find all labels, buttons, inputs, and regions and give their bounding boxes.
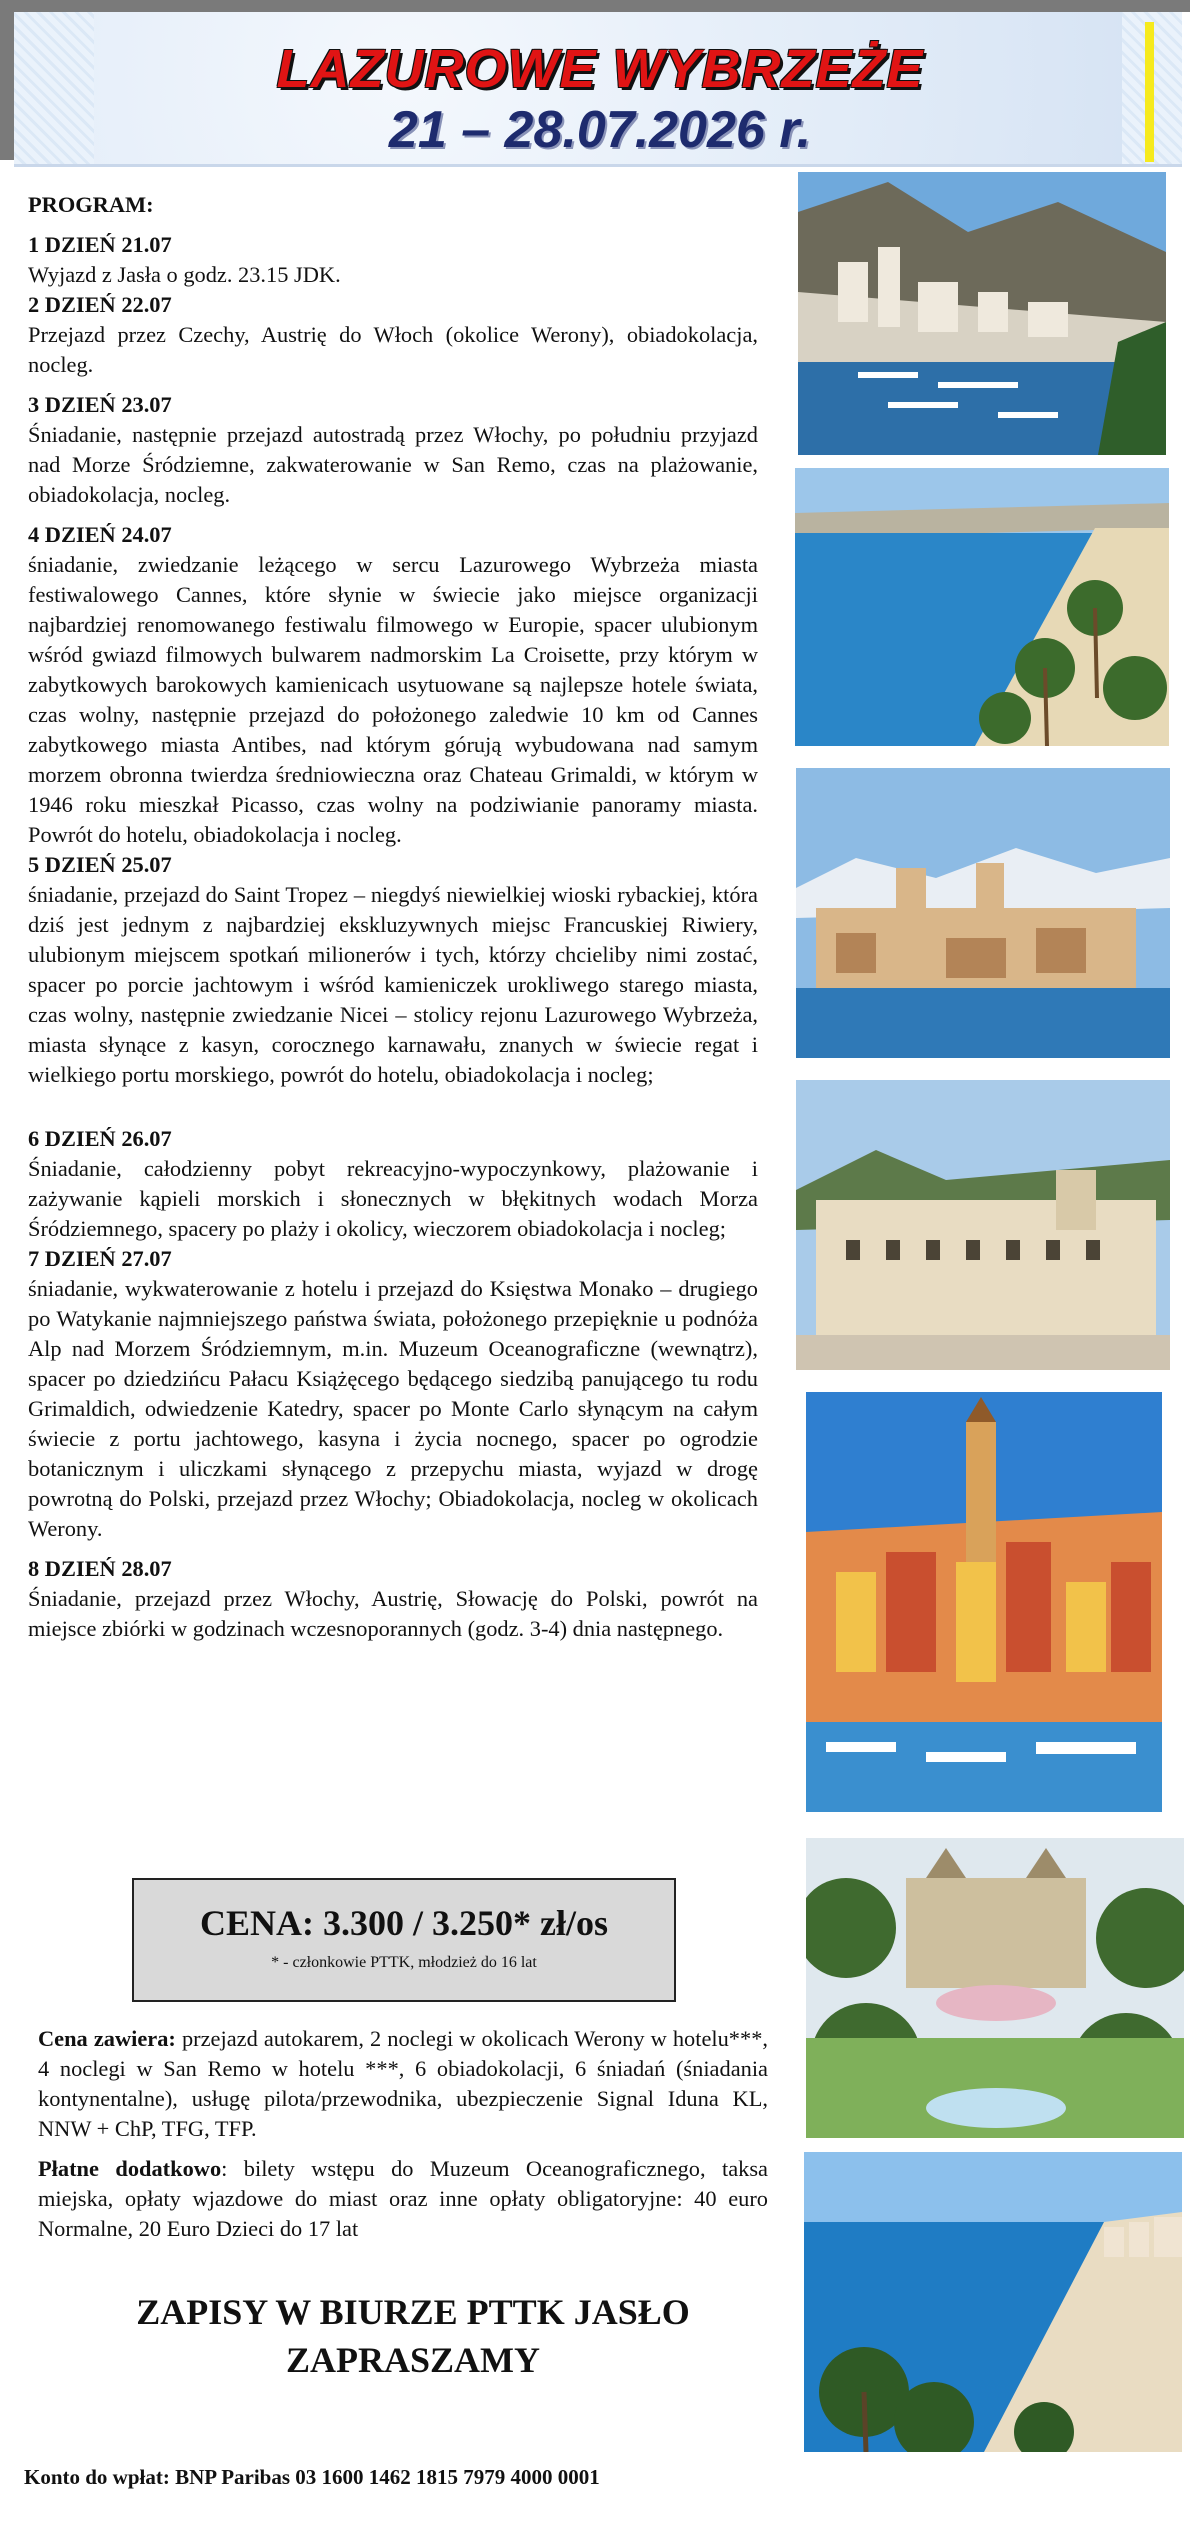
program-heading: PROGRAM: [28,192,154,217]
photo-cannes-beach [795,468,1169,746]
day-label: 3 DZIEŃ 23.07 [28,392,172,417]
day-text: śniadanie, przejazd do Saint Tropez – niegdyś niewielkiej wioski rybackiej, która dziś jest jednym z najbardziej ekskluzywnych miejsc Francuskiej Riwiery, ulubionym miejscem spotkań milionerów i tych, którzy chcieliby nimi zostać, spacer po porcie jachtowym i wśród kamieniczek urokliwego starego miasta, czas wolny, następnie zwiedzanie Nicei – stolicy rejonu Lazurowego Wybrzeża, miasta słynące z kasyn, corocznego karnawału, znanych w świecie regat i wielkiego portu morskiego, powrót do hotelu, obiadokolacja i nocleg; [28,882,758,1087]
day-text: śniadanie, wykwaterowanie z hotelu i przejazd do Księstwa Monako – drugiego po Watykanie najmniejszego państwa świata, położonego przepięknie u podnóża Alp nad Morzem Śródziemnym, m.in. Muzeum Oceanograficzne (wewnątrz), spacer po dziedzińcu Pałacu Książęcego będącego siedzibą panującego tu rodu Grimaldich, odwiedzenie Katedry, spacer po Monte Carlo słynącym na całym świecie z portu jachtowego, kasyna i życia nocnego, spacer po ogrodzie botanicznym i uliczkami słynącego z przepychu miasta, wyjazd w drogę powrotną do Polski, przejazd przez Włochy; Obiadokolacja, nocleg w okolicach Werony. [28,1276,758,1541]
includes-text: przejazd autokarem, 2 noclegi w okolicach Werony w hotelu***, 4 noclegi w San Remo w hotelu ***, 6 obiadokolacji, 6 śniadań (śniadania kontynentalne), usługę pilota/przewodnika, ubezpieczenie Signal Iduna KL, NNW + ChP, TFG, TFP. [38,2026,768,2141]
day-text: Śniadanie, przejazd przez Włochy, Austrię, Słowację do Polski, powrót na miejsce zbiórki w godzinach wczesnoporannych (godz. 3-4) dnia następnego. [28,1586,758,1641]
price-details [38,2024,768,2254]
extra-label: Płatne dodatkowo [38,2156,222,2181]
signup-callout [28,2288,798,2384]
invite-line: ZAPRASZAMY [285,2340,540,2380]
photo-monaco-palace [796,1080,1170,1370]
top-border [0,0,1190,12]
day-label: 5 DZIEŃ 25.07 [28,852,172,877]
program-section [28,190,758,1644]
extra-text: : bilety wstępu do Muzeum Oceanograficznego, taksa miejska, opłaty wjazdowe do miast oraz inne opłaty obligatoryjne: 40 euro Normalne, 20 Euro Dzieci do 17 lat [38,2156,768,2241]
photo-casino-monte-carlo [806,1838,1184,2138]
left-border [0,0,14,160]
photo-menton [806,1392,1162,1812]
signup-line: ZAPISY W BIURZE PTTK JASŁO [136,2292,690,2332]
day-label: 6 DZIEŃ 26.07 [28,1126,172,1151]
photo-nice-promenade [804,2152,1182,2452]
yellow-accent-bar [1145,22,1154,162]
day-text: Śniadanie, następnie przejazd autostradą przez Włochy, po południu przyjazd nad Morze Śródziemne, zakwaterowanie w San Remo, czas na plażowanie, obiadokolacja, nocleg. [28,422,758,507]
price-note: * - członkowie PTTK, młodzież do 16 lat [271,1954,537,1971]
photo-monaco-harbor [798,172,1166,455]
includes-paragraph [38,2024,768,2144]
trip-dates: 21 – 28.07.2026 r. [388,101,812,159]
day-text: śniadanie, zwiedzanie leżącego w sercu Lazurowego Wybrzeża miasta festiwalowego Cannes, które słynie w świecie jako miejsce organizacji najbardziej renomowanego festiwalu filmowego w Europie, spacer ulubionym wśród gwiazd filmowych bulwarem nadmorskim La Croisette, przy którym w zabytkowych barokowych kamienicach usytuowane są najlepsze hotele świata, czas wolny, następnie przejazd do położonego zaledwie 10 km od Cannes zabytkowego miasta Antibes, nad którym górują wybudowana nad samym morzem obronna twierdza średniowieczna oraz Chateau Grimaldi, w którym w 1946 roku mieszkał Picasso, czas wolny na podziwianie panoramy miasta. Powrót do hotelu, obiadokolacja i nocleg. [28,552,758,847]
day-label: 4 DZIEŃ 24.07 [28,522,172,547]
price-main: CENA: 3.300 / 3.250* zł/os [200,1903,608,1943]
extra-paragraph [38,2154,768,2244]
includes-label: Cena zawiera: [38,2026,176,2051]
day-text: Śniadanie, całodzienny pobyt rekreacyjno-wypoczynkowy, plażowanie i zażywanie kąpieli morskich i słonecznych w błękitnych wodach Morza Śródziemnego, spacery po plaży i okolicy, wieczorem obiadokolacja i nocleg; [28,1156,758,1241]
day-label: 8 DZIEŃ 28.07 [28,1556,172,1581]
photo-antibes [796,768,1170,1058]
day-label: 7 DZIEŃ 27.07 [28,1246,172,1271]
day-text: Wyjazd z Jasła o godz. 23.15 JDK. [28,262,341,287]
bank-account: Konto do wpłat: BNP Paribas 03 1600 1462 1815 7979 4000 0001 [24,2465,600,2489]
page-title: LAZUROWE WYBRZEŻE [276,39,924,99]
day-text: Przejazd przez Czechy, Austrię do Włoch (okolice Werony), obiadokolacja, nocleg. [28,322,758,377]
price-box [132,1878,676,2002]
day-label: 1 DZIEŃ 21.07 [28,232,172,257]
day-label: 2 DZIEŃ 22.07 [28,292,172,317]
